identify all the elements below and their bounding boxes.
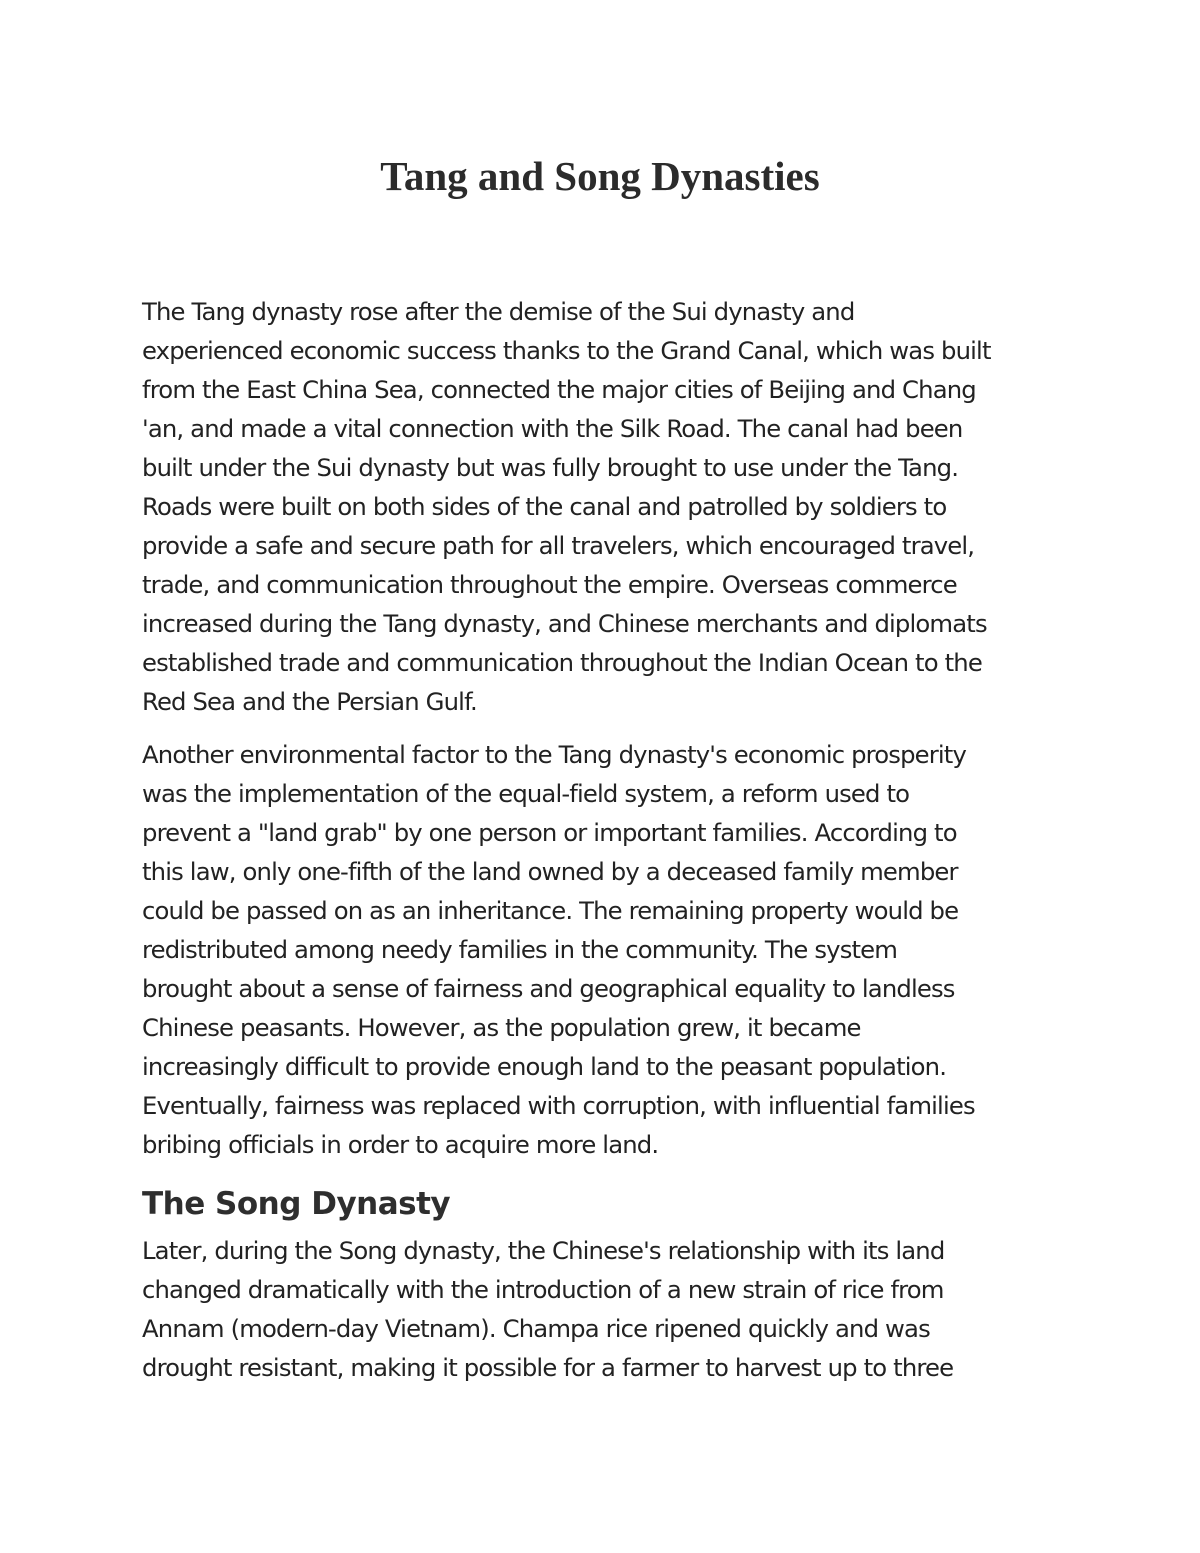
paragraph-equal-field-system: Another environmental factor to the Tang dynasty's economic prosperity was the implementation of the equal-field system, a reform used to prevent a "land grab" by one person or important families. According to this law, only one-fifth of the land owned by a deceased family member could be passed on as an inheritance. The remaining property would be redistributed among needy families in the community. The system brought about a sense of fairness and geographical equality to landless Chinese peasants. However, as the population grew, it became increasingly difficult to provide enough land to the peasant population. Eventually, fairness was replaced with corruption, with influential families bribing officials in order to acquire more land. [142, 740, 975, 1159]
paragraph-champa-rice: Later, during the Song dynasty, the Chinese's relationship with its land changed dramatically with the introduction of a new strain of rice from Annam (modern-day Vietnam). Champa rice ripened quickly and was drought resistant, making it possible for a farmer to harvest up to three [142, 1236, 954, 1382]
section-heading-song-dynasty: The Song Dynasty [142, 1186, 451, 1222]
paragraph-tang-grand-canal: The Tang dynasty rose after the demise of the Sui dynasty and experienced economic success thanks to the Grand Canal, which was built from the East China Sea, connected the major cities of Beijing and Chang 'an, and made a vital connection with the Silk Road. The canal had been built under the Sui dynasty but was fully brought to use under the Tang. Roads were built on both sides of the canal and patrolled by soldiers to provide a safe and secure path for all travelers, which encouraged travel, trade, and communication throughout the empire. Overseas commerce increased during the Tang dynasty, and Chinese merchants and diplomats established trade and communication throughout the Indian Ocean to the Red Sea and the Persian Gulf. [142, 297, 991, 716]
document-title: Tang and Song Dynasties [380, 153, 820, 199]
